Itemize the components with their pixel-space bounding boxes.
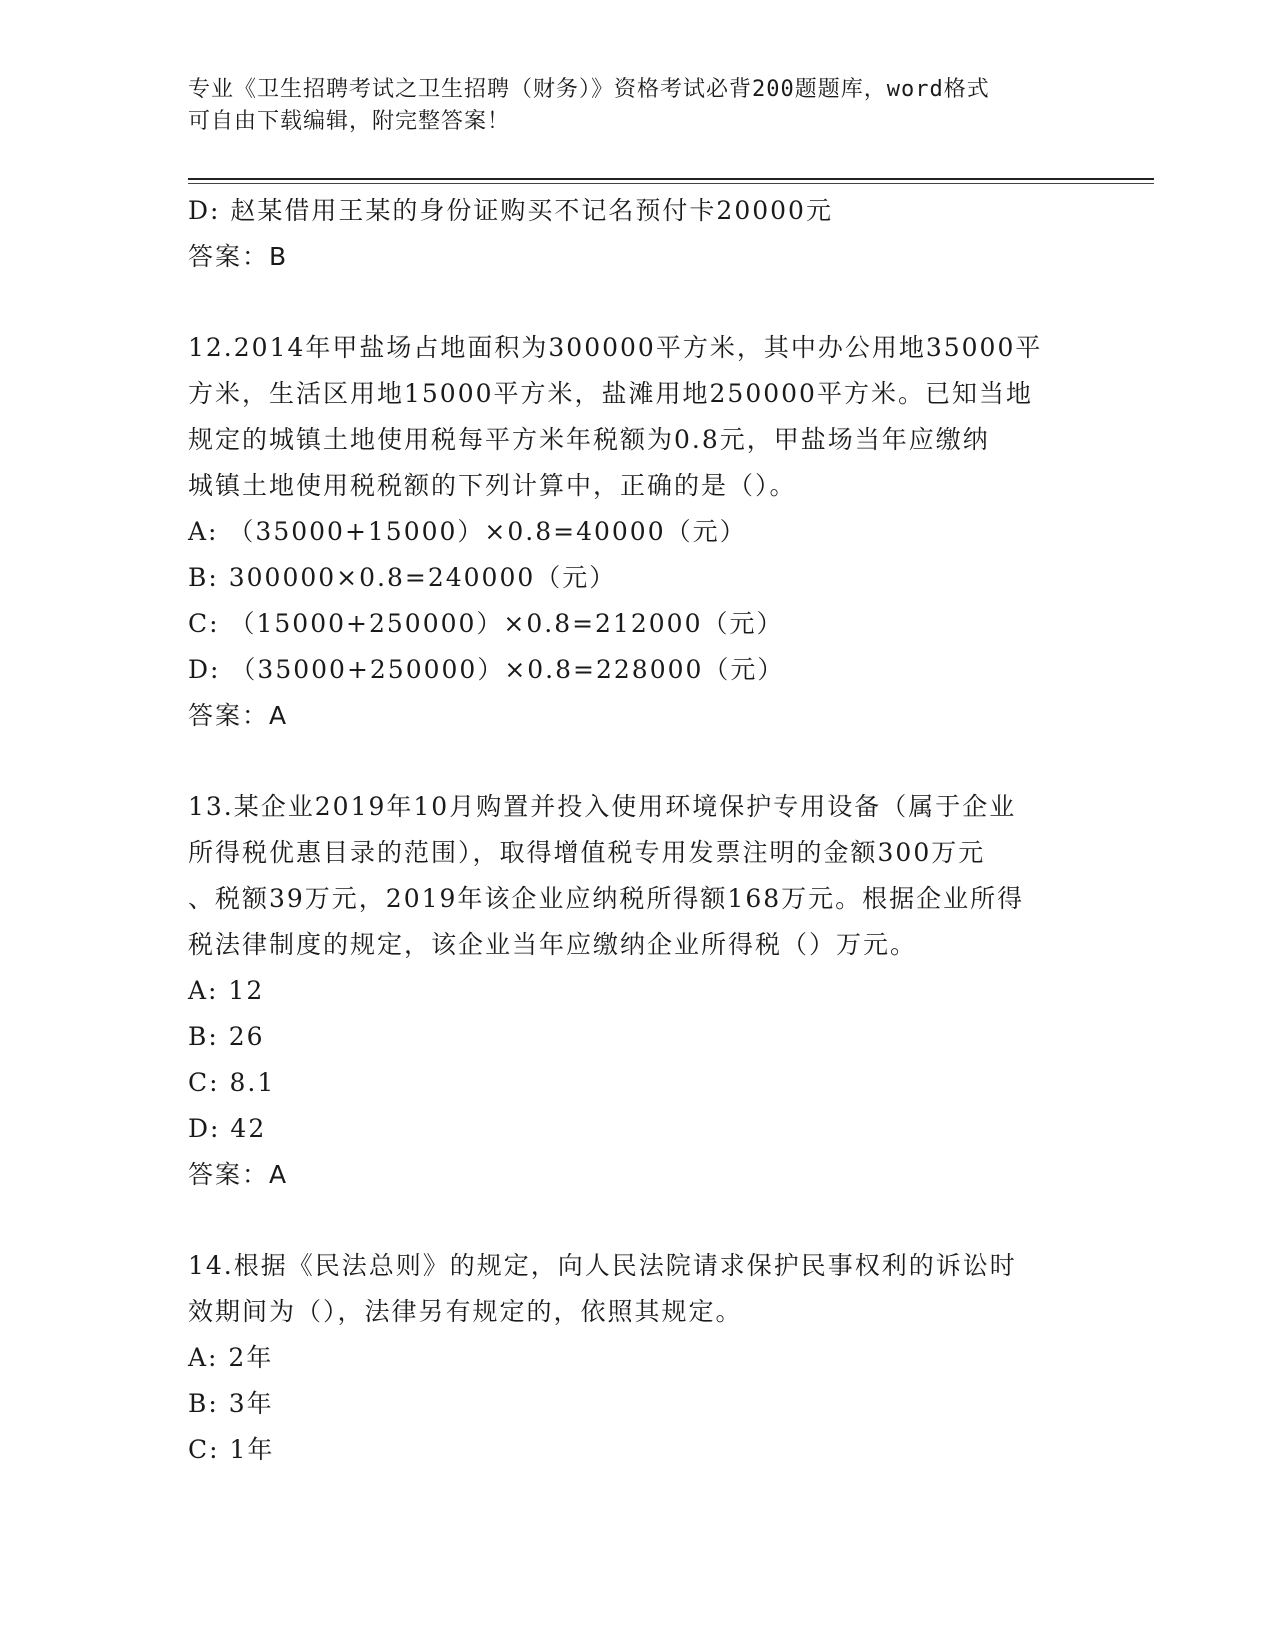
header-line-1: 专业《卫生招聘考试之卫生招聘（财务）》资格考试必背200题题库，word格式 bbox=[188, 77, 990, 102]
spacer bbox=[188, 739, 1088, 784]
question-line: 12.2014年甲盐场占地面积为300000平方米，其中办公用地35000平 bbox=[188, 333, 1043, 362]
option-c: C: 8.1 bbox=[188, 1068, 276, 1097]
header-divider-thin bbox=[188, 183, 1154, 184]
question-text bbox=[188, 325, 1088, 509]
question-12 bbox=[188, 325, 1088, 739]
option-d: D: 42 bbox=[188, 1114, 267, 1143]
question-line: 13.某企业2019年10月购置并投入使用环境保护专用设备（属于企业 bbox=[188, 792, 1017, 821]
document-header bbox=[188, 74, 1088, 138]
question-line: 方米，生活区用地15000平方米，盐滩用地250000平方米。已知当地 bbox=[188, 379, 1033, 408]
option-c: C: 1年 bbox=[188, 1435, 275, 1464]
option-d: D: （35000+250000）×0.8=228000（元） bbox=[188, 655, 785, 684]
previous-question-tail bbox=[188, 188, 1088, 280]
question-line: 规定的城镇土地使用税每平方米年税额为0.8元，甲盐场当年应缴纳 bbox=[188, 425, 990, 454]
header-divider-thick bbox=[188, 178, 1154, 180]
question-line: 14.根据《民法总则》的规定，向人民法院请求保护民事权利的诉讼时 bbox=[188, 1251, 1017, 1280]
option-b: B: 26 bbox=[188, 1022, 265, 1051]
question-line: 效期间为（），法律另有规定的，依照其规定。 bbox=[188, 1297, 743, 1326]
option-a: A: （35000+15000）×0.8=40000（元） bbox=[188, 517, 747, 546]
option-c: C: （15000+250000）×0.8=212000（元） bbox=[188, 609, 784, 638]
header-line-2: 可自由下载编辑，附完整答案！ bbox=[188, 109, 511, 134]
option-b: B: 300000×0.8=240000（元） bbox=[188, 563, 617, 592]
spacer bbox=[188, 1198, 1088, 1243]
question-text bbox=[188, 784, 1088, 968]
document-body bbox=[188, 188, 1088, 1473]
question-line: 、税额39万元，2019年该企业应纳税所得额168万元。根据企业所得 bbox=[188, 884, 1025, 913]
question-14 bbox=[188, 1243, 1088, 1473]
question-text bbox=[188, 1243, 1088, 1335]
spacer bbox=[188, 280, 1088, 325]
answer-line: 答案：B bbox=[188, 242, 289, 271]
option-a: A: 2年 bbox=[188, 1343, 274, 1372]
question-13 bbox=[188, 784, 1088, 1198]
option-d: D: 赵某借用王某的身份证购买不记名预付卡20000元 bbox=[188, 196, 833, 225]
question-line: 税法律制度的规定，该企业当年应缴纳企业所得税（）万元。 bbox=[188, 930, 918, 959]
option-a: A: 12 bbox=[188, 976, 265, 1005]
question-line: 城镇土地使用税税额的下列计算中，正确的是（）。 bbox=[188, 471, 797, 500]
answer-line: 答案：A bbox=[188, 1160, 289, 1189]
question-line: 所得税优惠目录的范围），取得增值税专用发票注明的金额300万元 bbox=[188, 838, 986, 867]
answer-line: 答案：A bbox=[188, 701, 289, 730]
option-b: B: 3年 bbox=[188, 1389, 274, 1418]
